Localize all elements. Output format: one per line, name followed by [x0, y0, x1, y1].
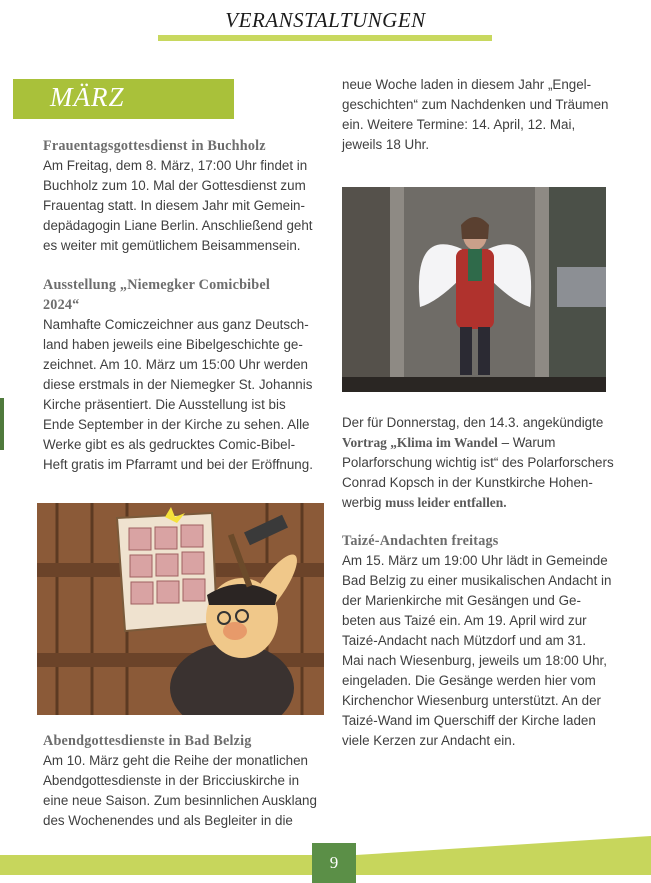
article-line: ein. Weitere Termine: 14. April, 12. Mai,: [342, 117, 576, 132]
article-line: [342, 493, 627, 513]
article-line: depädagogin Liane Berlin. Anschließend geht: [43, 218, 313, 233]
article-line: Abendgottesdienste in der Bricciuskirche in: [43, 773, 300, 788]
article-line: Bad Belzig zu einer musikalischen Andacht in: [342, 573, 612, 588]
article-title: Ausstellung „Niemegker Comicbibel: [43, 277, 271, 293]
article-continuation: [342, 75, 627, 155]
article-line: der Marienkirche mit Gesängen und Ge-: [342, 593, 581, 608]
article-line: Frauentag statt. In diesem Jahr mit Gemein-: [43, 198, 305, 213]
article-line: jeweils 18 Uhr.: [342, 137, 430, 152]
article-line: Ende September in der Kirche zu sehen. Alle: [43, 417, 310, 432]
article-line: Kirche präsentiert. Die Ausstellung ist bis: [43, 397, 286, 412]
article-line: diese erstmals in der Niemegker St. Johannis: [43, 377, 313, 392]
article-comicbibel: [43, 275, 328, 475]
article-title: 2024“: [43, 297, 80, 313]
section-title: VERANSTALTUNGEN: [225, 8, 426, 32]
article-line: Polarforschung wichtig ist“ des Polarforschers: [342, 455, 614, 470]
article-line: viele Kerzen zur Andacht ein.: [342, 733, 516, 748]
month-label: MÄRZ: [50, 82, 125, 112]
footer-band-left: [0, 855, 312, 875]
article-abendgottesdienste: [43, 731, 328, 831]
article-line: des Wochenendes und als Begleiter in die: [43, 813, 293, 828]
article-line: Taizé-Andacht nach Mützdorf und am 31.: [342, 633, 587, 648]
article-line: eine neue Saison. Zum besinnlichen Ausklang: [43, 793, 317, 808]
article-line: beten aus Taizé ein. Am 19. April wird zur: [342, 613, 587, 628]
article-line: Mai nach Wiesenburg, jeweils um 18:00 Uhr,: [342, 653, 607, 668]
page-number: 9: [312, 843, 356, 883]
article-line: eingeladen. Die Gesänge werden hier vom: [342, 673, 596, 688]
article-title: Frauentagsgottesdienst in Buchholz: [43, 138, 266, 154]
article-line: Namhafte Comiczeichner aus ganz Deutsch-: [43, 317, 309, 332]
angel-wings-photo: [342, 187, 606, 392]
article-line: Am 15. März um 19:00 Uhr lädt in Gemeinde: [342, 553, 608, 568]
article-title: Taizé-Andachten freitags: [342, 533, 499, 549]
article-line: land haben jeweils eine Bibelgeschichte ge-: [43, 337, 303, 352]
comic-illustration: [37, 503, 324, 715]
article-line: Der für Donnerstag, den 14.3. angekündigte: [342, 415, 604, 430]
article-line: neue Woche laden in diesem Jahr „Engel-: [342, 77, 592, 92]
article-line: geschichten“ zum Nachdenken und Träumen: [342, 97, 609, 112]
edge-decoration: [0, 398, 4, 450]
article-title: Abendgottesdienste in Bad Belzig: [43, 733, 252, 749]
article-line: es weiter mit gemütlichem Beisammensein.: [43, 238, 301, 253]
article-line: Heft gratis im Pfarramt und bei der Eröffnung.: [43, 457, 313, 472]
article-line: Conrad Kopsch in der Kunstkirche Hohen-: [342, 475, 593, 490]
article-line: zeichnet. Am 10. März um 15:00 Uhr werden: [43, 357, 308, 372]
article-taize: [342, 531, 627, 751]
article-line: Buchholz zum 10. Mal der Gottesdienst zum: [43, 178, 306, 193]
article-text: werbig: [342, 495, 386, 510]
article-line: Am Freitag, dem 8. März, 17:00 Uhr findet in: [43, 158, 308, 173]
talk-title: Vortrag „Klima im Wandel: [342, 435, 498, 450]
article-line: Werke gibt es als gedrucktes Comic-Bibel-: [43, 437, 296, 452]
article-frauentag: [43, 136, 328, 256]
article-line: Taizé-Wand im Querschiff der Kirche laden: [342, 713, 596, 728]
article-klima: [342, 413, 627, 513]
footer-wedge: [356, 836, 651, 875]
article-line: Am 10. März geht die Reihe der monatlichen: [43, 753, 308, 768]
article-line: Kirchenchor Wiesenburg unterstützt. An der: [342, 693, 602, 708]
title-underline: [158, 35, 492, 41]
article-text: – Warum: [497, 435, 556, 450]
cancellation-notice: muss leider entfallen.: [385, 495, 507, 510]
article-line: [342, 433, 627, 453]
